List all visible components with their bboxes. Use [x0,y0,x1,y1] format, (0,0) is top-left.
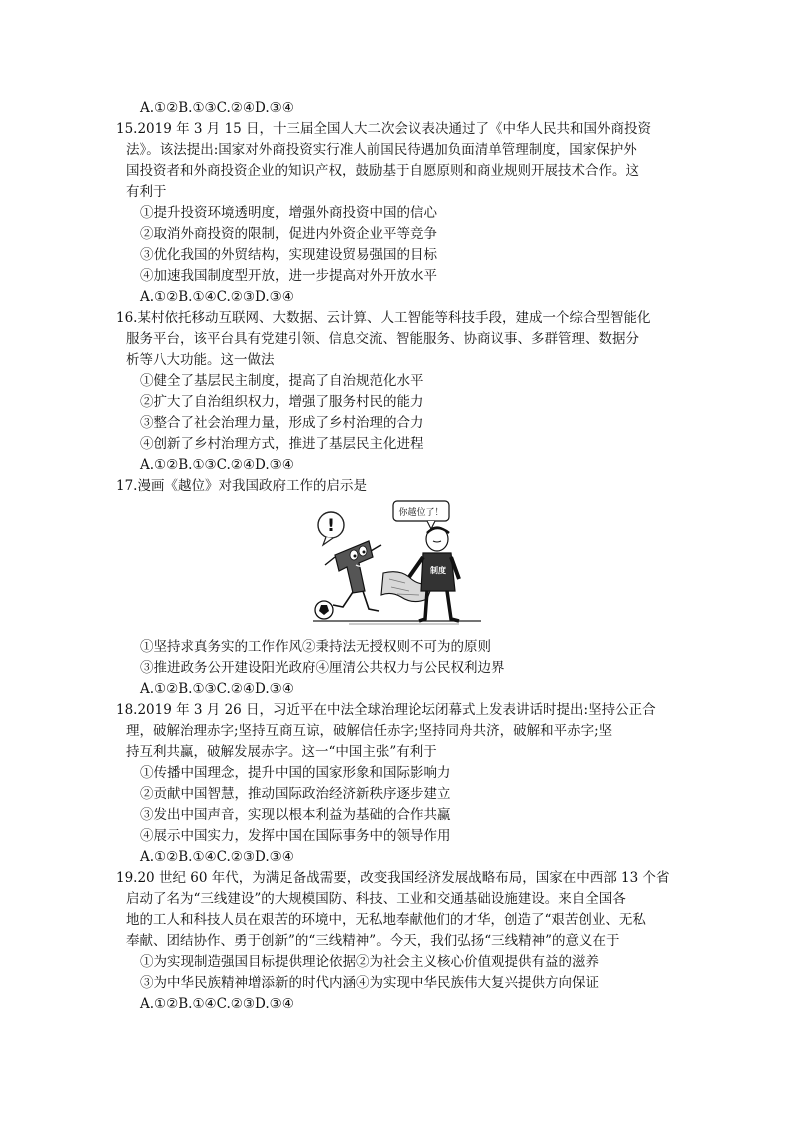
q15-stem-line-1: 15.2019 年 3 月 15 日，十三届全国人大二次会议表决通过了《中华人民共和国外商投资 [116,121,652,137]
q17-option-line-2: ③推进政务公开建设阳光政府④厘清公共权力与公民权利边界 [140,660,505,676]
offside-cartoon [309,495,485,629]
q15-stem-line-3: 国投资者和外商投资企业的知识产权，鼓励基于自愿原则和商业规则开展技术合作。这 [126,163,639,179]
power-character-figure [325,541,381,611]
q15-option-1: ①提升投资环境透明度，增强外商投资中国的信心 [140,205,437,221]
q19-option-line-1: ①为实现制造强国目标提供理论依据②为社会主义核心价值观提供有益的滋养 [140,954,599,970]
q18-option-1: ①传播中国理念，提升中国的国家形象和国际影响力 [140,765,451,781]
q17-option-line-1: ①坚持求真务实的工作作风②秉持法无授权则不可为的原则 [140,639,491,655]
q16-option-3: ③整合了社会治理力量，形成了乡村治理的合力 [140,415,424,431]
referee-shirt-label: 制度 [430,566,446,575]
q16-option-1: ①健全了基层民主制度，提高了自治规范化水平 [140,373,424,389]
q16-answer-choices: A.①②B.①③C.②④D.③④ [140,457,294,473]
q19-option-line-2: ③为中华民族精神增添新的时代内涵④为实现中华民族伟大复兴提供方向保证 [140,975,599,991]
q18-answer-choices: A.①②B.①④C.②③D.③④ [140,849,294,865]
q15-option-2: ②取消外商投资的限制，促进内外资企业平等竞争 [140,226,437,242]
q18-stem-line-1: 18.2019 年 3 月 26 日，习近平在中法全球治理论坛闭幕式上发表讲话时提出:坚持公正合 [116,702,656,718]
q17-answer-choices: A.①②B.①③C.②④D.③④ [140,681,294,697]
q16-option-4: ④创新了乡村治理方式，推进了基层民主化进程 [140,436,424,452]
q15-option-4: ④加速我国制度型开放，进一步提高对外开放水平 [140,268,437,284]
q18-option-3: ③发出中国声音，实现以根本利益为基础的合作共赢 [140,807,451,823]
q16-stem-line-2: 服务平台，该平台具有党建引领、信息交流、智能服务、协商议事、多群管理、数据分 [126,331,639,347]
q16-option-2: ②扩大了自治组织权力，增强了服务村民的能力 [140,394,424,410]
q19-answer-choices: A.①②B.①④C.②③D.③④ [140,996,294,1012]
q16-stem-line-3: 析等八大功能。这一做法 [126,352,275,368]
q19-stem-line-1: 19.20 世纪 60 年代，为满足备战需要，改变我国经济发展战略布局，国家在中西部 13 个省 [116,870,670,886]
q15-option-3: ③优化我国的外贸结构，实现建设贸易强国的目标 [140,247,437,263]
q19-stem-line-3: 地的工人和科技人员在艰苦的环境中，无私地奉献他们的才华，创造了“艰苦创业、无私 [126,912,646,928]
q16-stem-line-1: 16.某村依托移动互联网、大数据、云计算、人工智能等科技手段，建成一个综合型智能化 [116,310,651,326]
q19-stem-line-4: 奉献、团结协作、勇于创新”的“三线精神”。今天，我们弘扬“三线精神”的意义在于 [126,933,620,949]
q18-option-4: ④展示中国实力，发挥中国在国际事务中的领导作用 [140,828,451,844]
exclamation-bubble [318,512,344,545]
q15-answer-choices: A.①②B.①④C.②③D.③④ [140,289,294,305]
q15-stem-line-2: 法》。该法提出:国家对外商投资实行准人前国民待遇加负面清单管理制度，国家保护外 [126,142,637,158]
q14-answer-choices: A.①②B.①③C.②④D.③④ [140,100,294,116]
speech-bubble [393,501,449,529]
q18-stem-line-3: 持互利共赢，破解发展赤字。这一“中国主张”有利于 [126,744,437,760]
q17-stem-line-1: 17.漫画《越位》对我国政府工作的启示是 [116,478,367,494]
exclamation-mark: ! [327,516,335,536]
q19-stem-line-2: 启动了名为“三线建设”的大规模国防、科技、工业和交通基础设施建设。来自全国各 [126,891,626,907]
speech-bubble-text: 你越位了！ [398,508,444,518]
soccer-ball-icon [315,601,333,619]
q18-option-2: ②贡献中国智慧，推动国际政治经济新秩序逐步建立 [140,786,451,802]
referee-figure [409,527,459,621]
q15-stem-line-4: 有利于 [126,184,167,200]
q18-stem-line-2: 理，破解治理赤字;坚持互商互谅，破解信任赤字;坚持同舟共济，破解和平赤字;坚 [126,723,613,739]
